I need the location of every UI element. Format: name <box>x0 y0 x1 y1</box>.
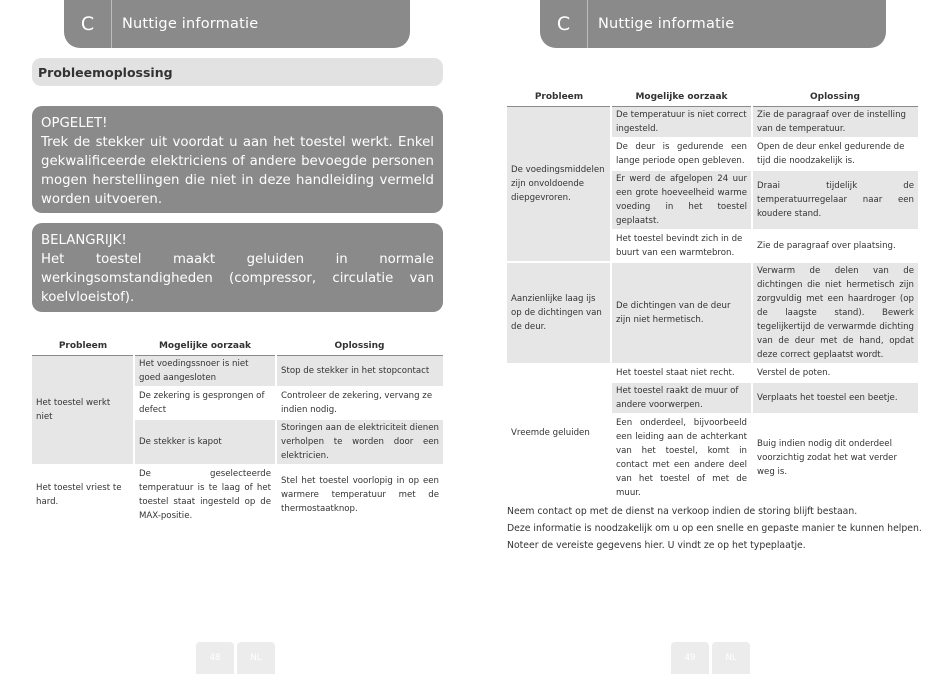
language-tab: NL <box>712 642 750 674</box>
table-row <box>32 465 443 525</box>
solution-cell: Storingen aan de elektriciteit dienen verholpen te worden door een elektricien. <box>276 419 443 465</box>
solution-cell: Controleer de zekering, vervang ze indien nodig. <box>276 387 443 419</box>
note-line: Deze informatie is noodzakelijk om u op een snelle en gepaste manier te kunnen helpen. <box>507 523 922 534</box>
header-problem: Probleem <box>507 88 611 107</box>
solution-cell: Verwarm de delen van de dichtingen die niet hermetisch zijn zorgvuldig met een haardroger (op de laagste stand). Bewerk tegelijkertijd de verwarmde dichting van de deur met de hand, opdat deze correct geplaatst wordt. <box>752 262 918 364</box>
cause-cell: Het voedingssnoer is niet goed aangesloten <box>134 356 276 388</box>
chapter-letter: C <box>64 0 112 48</box>
solution-cell: Open de deur enkel gedurende de tijd die noodzakelijk is. <box>752 138 918 170</box>
table-row <box>507 262 918 364</box>
solution-cell: Draai tijdelijk de temperatuurregelaar naar een koudere stand. <box>752 170 918 230</box>
problem-cell: Het toestel werkt niet <box>32 356 134 466</box>
chapter-header <box>540 0 886 48</box>
problem-cell: Aanzienlijke laag ijs op de dichtingen van de deur. <box>507 262 611 364</box>
service-notes <box>507 503 927 554</box>
cause-cell: Het toestel bevindt zich in de buurt van een warmtebron. <box>611 230 752 262</box>
cause-cell: De deur is gedurende een lange periode open gebleven. <box>611 138 752 170</box>
language-tab: NL <box>237 642 275 674</box>
solution-cell: Zie de paragraaf over plaatsing. <box>752 230 918 262</box>
problem-cell: Vreemde geluiden <box>507 364 611 502</box>
important-body: Het toestel maakt geluiden in normale werkingsomstandigheden (compressor, circulatie van koelvloeistof). <box>41 252 434 305</box>
table-row <box>32 356 443 388</box>
troubleshooting-table-left <box>32 337 443 526</box>
page-number: 48 <box>196 642 234 674</box>
cause-cell: Het toestel raakt de muur of andere voorwerpen. <box>611 382 752 414</box>
page-number: 49 <box>671 642 709 674</box>
table-row <box>507 107 918 139</box>
problem-cell: De voedingsmiddelen zijn onvoldoende diepgevroren. <box>507 107 611 263</box>
header-problem: Probleem <box>32 337 134 356</box>
solution-cell: Stel het toestel voorlopig in op een warmere temperatuur met de thermostaatknop. <box>276 465 443 525</box>
solution-cell: Verstel de poten. <box>752 364 918 382</box>
cause-cell: De dichtingen van de deur zijn niet hermetisch. <box>611 262 752 364</box>
cause-cell: De temperatuur is niet correct ingesteld. <box>611 107 752 139</box>
solution-cell: Buig indien nodig dit onderdeel voorzichtig zodat het wat verder weg is. <box>752 414 918 502</box>
chapter-title: Nuttige informatie <box>122 16 259 32</box>
cause-cell: De geselecteerde temperatuur is te laag of het toestel staat ingesteld op de MAX-positie. <box>134 465 276 525</box>
cause-cell: De stekker is kapot <box>134 419 276 465</box>
warning-notice <box>32 106 443 213</box>
warning-body: Trek de stekker uit voordat u aan het toestel werkt. Enkel gekwalificeerde elektriciens of andere bevoegde personen mogen herstellingen die niet in deze handleiding vermeld worden uitvoeren. <box>41 135 434 207</box>
header-cause: Mogelijke oorzaak <box>134 337 276 356</box>
troubleshooting-table-right <box>507 88 918 503</box>
header-solution: Oplossing <box>276 337 443 356</box>
problem-cell: Het toestel vriest te hard. <box>32 465 134 525</box>
header-solution: Oplossing <box>752 88 918 107</box>
page-footer <box>671 642 750 674</box>
solution-cell: Stop de stekker in het stopcontact <box>276 356 443 388</box>
cause-cell: De zekering is gesprongen of defect <box>134 387 276 419</box>
solution-cell: Verplaats het toestel een beetje. <box>752 382 918 414</box>
cause-cell: Het toestel staat niet recht. <box>611 364 752 382</box>
section-title: Probleemoplossing <box>32 58 443 86</box>
table-header-row <box>32 337 443 356</box>
cause-cell: Een onderdeel, bijvoorbeeld een leiding aan de achterkant van het toestel, komt in contact met een andere deel van het toestel of met de muur. <box>611 414 752 502</box>
table-row <box>507 364 918 382</box>
cause-cell: Er werd de afgelopen 24 uur een grote hoeveelheid warme voeding in het toestel geplaatst. <box>611 170 752 230</box>
warning-title: OPGELET! <box>41 116 108 131</box>
solution-cell: Zie de paragraaf over de instelling van de temperatuur. <box>752 107 918 139</box>
header-cause: Mogelijke oorzaak <box>611 88 752 107</box>
note-line: Neem contact op met de dienst na verkoop indien de storing blijft bestaan. <box>507 506 858 517</box>
chapter-letter: C <box>540 0 588 48</box>
chapter-title: Nuttige informatie <box>598 16 735 32</box>
important-notice <box>32 223 443 312</box>
important-title: BELANGRIJK! <box>41 233 127 248</box>
note-line: Noteer de vereiste gegevens hier. U vindt ze op het typeplaatje. <box>507 540 806 551</box>
chapter-header <box>64 0 410 48</box>
right-page <box>475 0 950 674</box>
page-footer <box>196 642 275 674</box>
table-header-row <box>507 88 918 107</box>
